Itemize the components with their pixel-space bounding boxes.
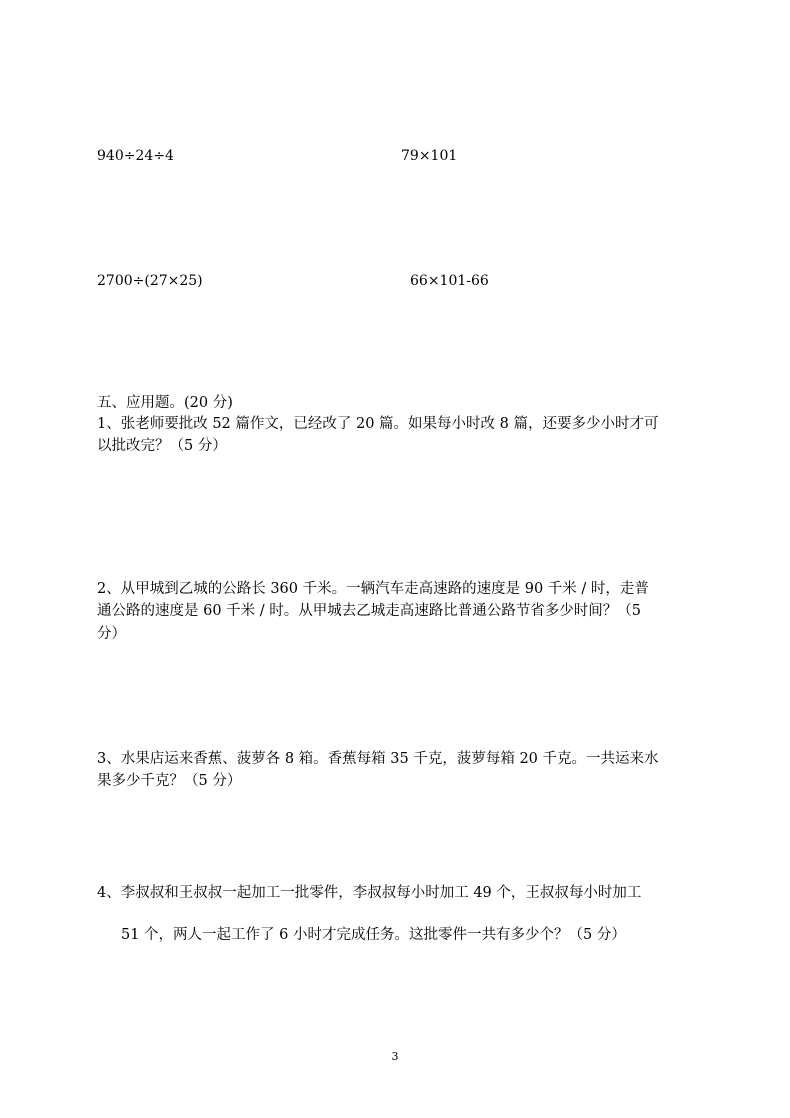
problem-3-line-2: 果多少千克？（5 分） (97, 773, 242, 789)
problem-1-line-1: 1、张老师要批改 52 篇作文，已经改了 20 篇。如果每小时改 8 篇，还要多少小时才可 (97, 416, 659, 432)
problem-4-line-1: 4、李叔叔和王叔叔一起加工一批零件，李叔叔每小时加工 49 个，王叔叔每小时加工 (97, 885, 642, 901)
page-number: 3 (391, 1050, 399, 1063)
problem-1-line-2: 以批改完？（5 分） (97, 438, 227, 454)
problem-3-line-1: 3、水果店运来香蕉、菠萝各 8 箱。香蕉每箱 35 千克，菠萝每箱 20 千克。一共运来水 (97, 751, 659, 767)
problem-2-line-3: 分） (97, 626, 126, 642)
problem-2-line-2: 通公路的速度是 60 千米 / 时。从甲城去乙城走高速路比普通公路节省多少时间？（5 (97, 603, 641, 619)
problem-4-line-2: 51 个，两人一起工作了 6 小时才完成任务。这批零件一共有多少个？（5 分） (121, 927, 626, 943)
calc-expression-2: 79×101 (401, 148, 458, 164)
calc-expression-3: 2700÷(27×25) (97, 273, 203, 289)
calc-expression-1: 940÷24÷4 (97, 148, 174, 164)
calc-expression-4: 66×101-66 (410, 273, 489, 289)
section-heading: 五、应用题。(20 分) (97, 395, 233, 411)
problem-2-line-1: 2、从甲城到乙城的公路长 360 千米。一辆汽车走高速路的速度是 90 千米 / 时，走普 (97, 581, 649, 597)
